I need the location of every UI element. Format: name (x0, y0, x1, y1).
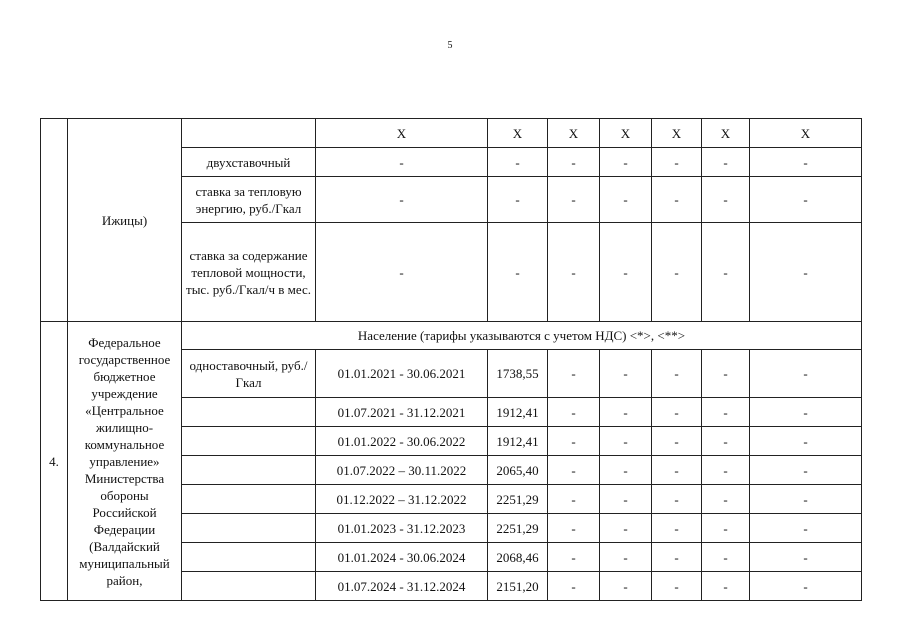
value-cell: - (548, 177, 600, 223)
value-cell: - (652, 456, 702, 485)
value-cell: - (548, 485, 600, 514)
value-cell: - (702, 572, 750, 601)
value-cell: - (600, 350, 652, 398)
value-cell: - (652, 223, 702, 322)
value-cell: X (488, 119, 548, 148)
value-cell: - (702, 350, 750, 398)
tariff-value: 1912,41 (488, 427, 548, 456)
value-cell: - (750, 572, 862, 601)
value-cell: - (548, 398, 600, 427)
period-cell: 01.01.2023 - 31.12.2023 (316, 514, 488, 543)
value-cell: - (750, 485, 862, 514)
rate-type-cell (182, 572, 316, 601)
value-cell: - (488, 177, 548, 223)
value-cell: - (488, 223, 548, 322)
value-cell: - (316, 223, 488, 322)
period-cell: 01.07.2024 - 31.12.2024 (316, 572, 488, 601)
tariff-value: 2065,40 (488, 456, 548, 485)
value-cell: - (652, 148, 702, 177)
value-cell: - (702, 485, 750, 514)
tariff-value: 2251,29 (488, 485, 548, 514)
value-cell: - (548, 223, 600, 322)
rate-type-cell (182, 485, 316, 514)
value-cell: - (750, 456, 862, 485)
rate-type-cell (182, 398, 316, 427)
value-cell: - (702, 514, 750, 543)
rate-type-cell: одноставочный, руб./Гкал (182, 350, 316, 398)
rate-type-cell (182, 427, 316, 456)
value-cell: - (652, 485, 702, 514)
table-row (41, 322, 862, 350)
rate-type-cell: ставка за тепловую энергию, руб./Гкал (182, 177, 316, 223)
page-number: 5 (447, 40, 453, 51)
value-cell: - (750, 177, 862, 223)
value-cell: - (750, 543, 862, 572)
value-cell: - (600, 456, 652, 485)
value-cell: X (702, 119, 750, 148)
tariff-value: 2251,29 (488, 514, 548, 543)
tariff-value: 2151,20 (488, 572, 548, 601)
value-cell: - (702, 223, 750, 322)
value-cell: - (702, 398, 750, 427)
value-cell: - (652, 177, 702, 223)
table-row (41, 119, 862, 148)
value-cell: - (488, 148, 548, 177)
value-cell: - (652, 427, 702, 456)
value-cell: - (652, 543, 702, 572)
period-cell: 01.01.2022 - 30.06.2022 (316, 427, 488, 456)
value-cell: - (702, 148, 750, 177)
rate-type-cell: двухставочный (182, 148, 316, 177)
value-cell: - (750, 223, 862, 322)
value-cell: - (702, 543, 750, 572)
tariff-value: 2068,46 (488, 543, 548, 572)
value-cell: - (600, 223, 652, 322)
period-cell: 01.01.2024 - 30.06.2024 (316, 543, 488, 572)
value-cell: - (600, 572, 652, 601)
period-cell: 01.12.2022 – 31.12.2022 (316, 485, 488, 514)
value-cell: - (548, 543, 600, 572)
value-cell: - (548, 456, 600, 485)
value-cell: - (600, 398, 652, 427)
value-cell: - (600, 177, 652, 223)
tariff-table (40, 118, 862, 601)
section-title: Население (тарифы указываются с учетом НДС) <*>, <**> (182, 322, 862, 350)
rate-type-cell (182, 456, 316, 485)
organization-cell: Федеральное государственное бюджетное учреждение «Центральное жилищно-коммунальное управление» Министерства обороны Российской Федерации (Валдайский муниципальный район, (68, 322, 182, 601)
value-cell: - (600, 543, 652, 572)
value-cell: - (702, 427, 750, 456)
value-cell: - (600, 485, 652, 514)
value-cell: - (750, 514, 862, 543)
value-cell: - (750, 350, 862, 398)
rate-type-cell (182, 543, 316, 572)
value-cell: X (316, 119, 488, 148)
value-cell: - (548, 427, 600, 456)
value-cell: - (316, 148, 488, 177)
rate-type-cell: ставка за содержание тепловой мощности, тыс. руб./Гкал/ч в мес. (182, 223, 316, 322)
value-cell: - (600, 148, 652, 177)
value-cell: - (600, 514, 652, 543)
period-cell: 01.01.2021 - 30.06.2021 (316, 350, 488, 398)
value-cell: X (652, 119, 702, 148)
value-cell: - (548, 148, 600, 177)
value-cell: - (600, 427, 652, 456)
value-cell: - (652, 398, 702, 427)
value-cell: X (600, 119, 652, 148)
number-cell (41, 119, 68, 322)
period-cell: 01.07.2021 - 31.12.2021 (316, 398, 488, 427)
value-cell: - (702, 177, 750, 223)
value-cell: - (652, 514, 702, 543)
period-cell: 01.07.2022 – 30.11.2022 (316, 456, 488, 485)
value-cell: X (548, 119, 600, 148)
value-cell: - (702, 456, 750, 485)
value-cell: X (750, 119, 862, 148)
tariff-value: 1738,55 (488, 350, 548, 398)
value-cell: - (548, 350, 600, 398)
value-cell: - (548, 572, 600, 601)
tariff-value: 1912,41 (488, 398, 548, 427)
value-cell: - (750, 148, 862, 177)
value-cell: - (750, 398, 862, 427)
rate-type-cell (182, 119, 316, 148)
value-cell: - (652, 572, 702, 601)
rate-type-cell (182, 514, 316, 543)
value-cell: - (316, 177, 488, 223)
value-cell: - (750, 427, 862, 456)
value-cell: - (652, 350, 702, 398)
entry-number: 4. (41, 322, 68, 601)
value-cell: - (548, 514, 600, 543)
organization-cell: Ижицы) (68, 119, 182, 322)
